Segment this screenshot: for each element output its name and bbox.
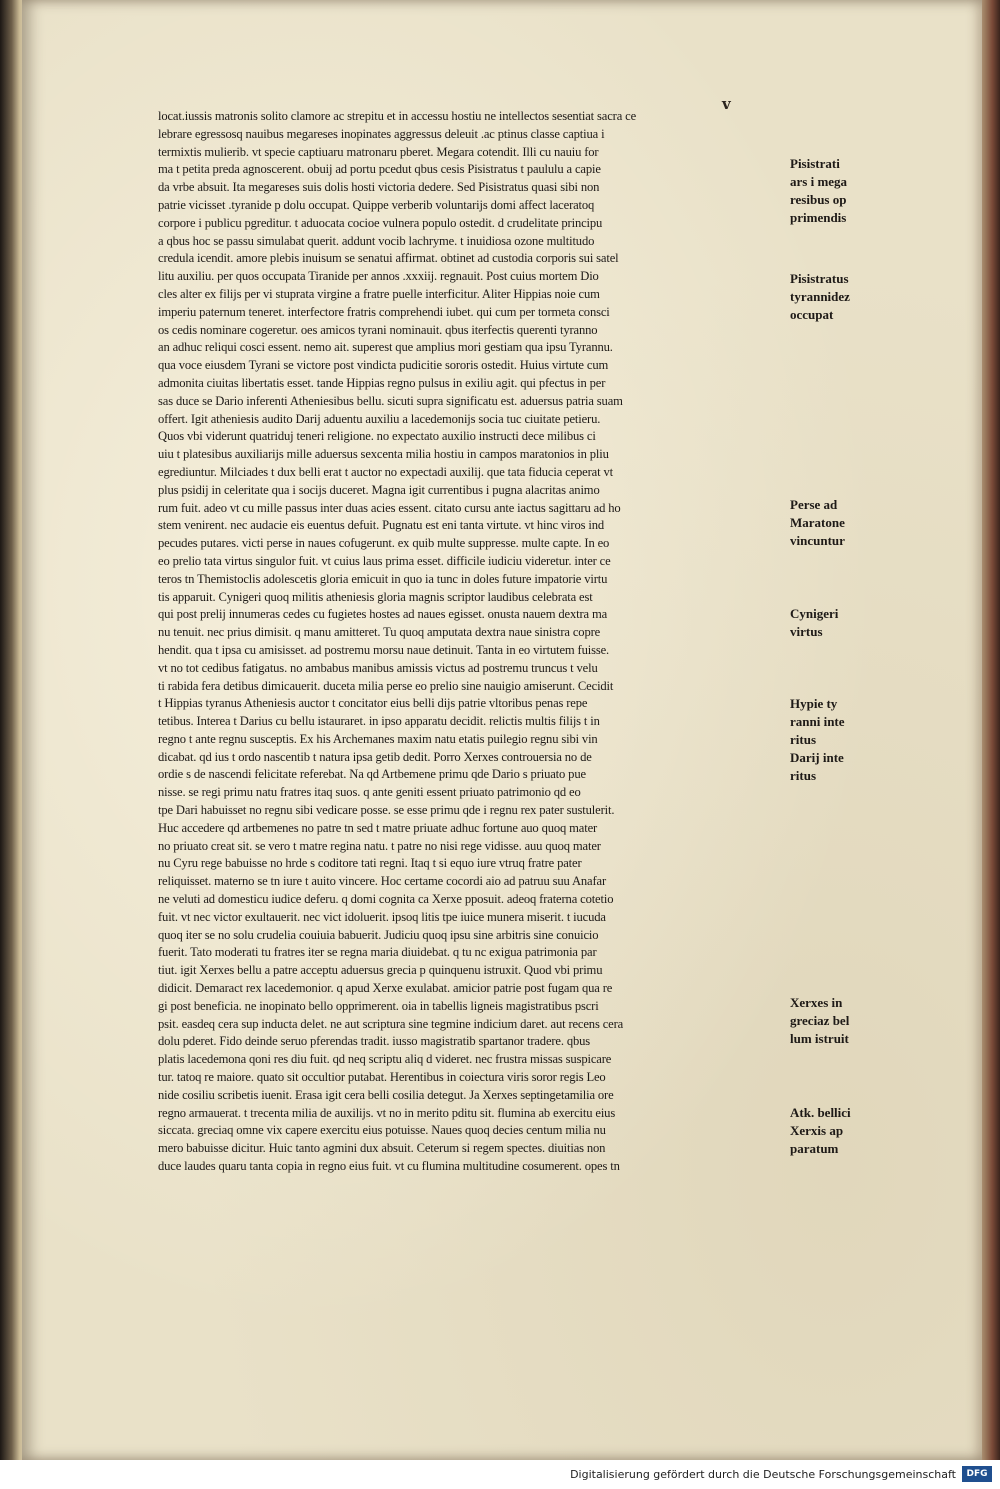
text-line: platis lacedemona qoni res diu fuit. qd neq scriptu aliq d videret. nec frustra missas suspicare xyxy=(158,1052,612,1067)
folio-mark: v xyxy=(722,95,731,113)
text-line: reliquisset. materno se tn iure t auito vincere. Hoc certame cocordi aio ad patruu suu Anafar xyxy=(158,874,606,889)
text-line: teros tn Themistoclis adolescetis gloria emicuit in quo ia tunc in doles future impatorie virtu xyxy=(158,571,608,586)
text-line: dicabat. qd ius t ordo nascentib t natura ipsa getib dedit. Porro Xerxes controuersia no de xyxy=(158,749,592,764)
margin-line: paratum xyxy=(790,1141,839,1156)
text-line: egrediuntur. Milciades t dux belli erat t auctor no expectadi auxilij. que tata fiducia ceperat vt xyxy=(158,464,613,479)
text-line: tiut. igit Xerxes bellu a patre acceptu aduersus grecia p quinquenu istruxit. Quod vbi primu xyxy=(158,963,603,978)
text-line: corpore i publicu pgreditur. t aduocata cocioe vulnera populo ostedit. d crudelitate principu xyxy=(158,215,603,230)
text-line: ti rabida fera detibus dimicauerit. duceta milia perse eo prelio sine nauigio amiserunt. Cecidit xyxy=(158,678,614,693)
text-line: ordie s de nascendi felicitate referebat. Na qd Artbemene primu qde Dario s priuato pue xyxy=(158,767,586,782)
show-through-text xyxy=(840,412,910,446)
margin-line: lum istruit xyxy=(790,1031,849,1046)
marginal-note-cynigeri xyxy=(790,605,880,641)
text-line: uiu t platesibus auxiliarijs mille aduersus sexcenta milia hostiu in campos maratonios in pliu xyxy=(158,447,609,462)
text-line: didicit. Demaract rex lacedemonior. q apud Xerxe exulabat. amicior patrie post fugam qua re xyxy=(158,981,613,996)
digitization-footer xyxy=(0,1460,1000,1489)
text-line: regno armauerat. t trecenta milia de auxilijs. vt no in merito pditu sit. flumina ab exercitu eius xyxy=(158,1105,616,1120)
text-line: fuerit. Tato moderati tu fratres iter se regna maria diuidebat. q tu nc exigua patrimonia par xyxy=(158,945,597,960)
text-line: offert. Igit atheniesis audito Darij aduentu auxiliu a lacedemonijs socia tuc ciuitate petieru. xyxy=(158,411,601,426)
text-line: tis apparuit. Cynigeri quoq militis atheniesis gloria magnis scriptor laudibus celebrata est xyxy=(158,589,593,604)
margin-line: primendis xyxy=(790,210,847,225)
dfg-logo-icon: DFG xyxy=(962,1466,992,1482)
margin-line: ars i mega xyxy=(790,174,848,189)
marginal-note-perse-maratone xyxy=(790,496,880,550)
text-line: ne veluti ad domesticu iudice deferu. q domi cognita ca Xerxe pposuit. adeoq fraterna cotetio xyxy=(158,892,614,907)
margin-line: Atk. bellici xyxy=(790,1105,851,1120)
marginal-note-xerxes xyxy=(790,994,880,1048)
text-line: mero babuisse dicitur. Huic tanto agmini dux absuit. Ceterum si regem spectes. diuitias non xyxy=(158,1141,606,1156)
text-line: qua voce eiusdem Tyrani se victore post vindicta pudicitie sororis ostedit. Huius virtute cum xyxy=(158,358,609,373)
text-line: stem venirent. nec audacie eis euentus defuit. Pugnatu est eni tanta virtute. vt hinc viros ind xyxy=(158,518,604,533)
margin-line: ritus xyxy=(790,768,816,783)
text-line: imperiu paternum teneret. interfectore fratris comprehendi iubet. qui cum per tormeta consci xyxy=(158,304,610,319)
margin-line: Cynigeri xyxy=(790,606,839,621)
marginal-note-pisistrati-ars xyxy=(790,155,880,227)
text-line: locat.iussis matronis solito clamore ac strepitu et in accessu hostiu ne intellectos sesentiat sacra ce xyxy=(158,109,637,123)
margin-line: ritus xyxy=(790,732,816,747)
text-line: siccata. greciaq omne vix capere exercitu eius potuisse. Naues quoq decies centum milia nu xyxy=(158,1123,606,1138)
text-line: gi post beneficia. ne inopinato bello opprimerent. oia in tabellis ligneis magistratibus pscri xyxy=(158,998,599,1013)
margin-line: Hypie ty xyxy=(790,696,838,711)
margin-line: Pisistrati xyxy=(790,156,840,171)
book-page xyxy=(22,0,982,1460)
text-line: pecudes putares. victi perse in naues cofugerunt. ex quib multe suppresse. multe capte. In eo xyxy=(158,536,610,551)
marginal-note-apparatum xyxy=(790,1104,880,1158)
margin-line: Perse ad xyxy=(790,497,838,512)
text-line: os cedis nominare cogeretur. oes amicos tyrani nominauit. qbus iterfectis querenti tyranno xyxy=(158,322,598,337)
text-line: t Hippias tyranus Atheniesis auctor t concitator eius belli dijs patrie vltoribus penas repe xyxy=(158,696,588,711)
text-line: nu tenuit. nec prius dimisit. q manu amitteret. Tu quoq amputata dextra naue sinistra copre xyxy=(158,625,601,640)
text-line: vt no tot cedibus fatigatus. no ambabus manibus amissis victus ad postremu truncus t velu xyxy=(158,660,598,675)
text-line: hendit. qua t ipsa cu amisisset. ad postremu morsu naue detinuit. Tanta in eo virtutem fuisse. xyxy=(158,642,610,657)
main-text-column xyxy=(158,108,786,1176)
footer-credit: Digitalisierung gefördert durch die Deutsche Forschungsgemeinschaft xyxy=(570,1468,956,1481)
margin-line: vincuntur xyxy=(790,533,845,548)
text-line: plus psidij in celeritate qua i socijs duceret. Magna igit currentibus i pugna alacritas animo xyxy=(158,482,600,497)
margin-line: Xerxes in xyxy=(790,995,843,1010)
margin-line: greciaz bel xyxy=(790,1013,850,1028)
text-line: credula icendit. amore plebis inuisum se senatui affirmat. obtinet ad custodia corporis sui satel xyxy=(158,251,619,266)
text-line: psit. easdeq cera sup inducta delet. ne aut scriptura sine tegmine indicium daret. aut recens cera xyxy=(158,1016,624,1031)
margin-line: virtus xyxy=(790,624,823,639)
text-line: sas duce se Dario inferenti Atheniesibus bellu. sicuti supra significatu est. aduersus patria suam xyxy=(158,393,623,408)
margin-line: occupat xyxy=(790,307,834,322)
margin-line: Maratone xyxy=(790,515,845,530)
text-line: no priuato creat sit. se vero t matre regina natu. t patre no nisi rege vidisse. auu quoq mater xyxy=(158,838,601,853)
text-line: eo prelio tata virtus singulor fuit. vt cuius laus prima esset. difficile iudiciu videretur. inter ce xyxy=(158,553,611,568)
text-line: tpe Dari habuisset no regnu sibi vedicare posse. se esse primu qde i regnu rex pater sustulerit. xyxy=(158,803,615,818)
text-line: rum fuit. adeo vt cu mille passus inter duas acies essent. citato cursu ante iactus sagittaru ad ho xyxy=(158,500,621,515)
text-line: duce laudes quaru tanta copia in regno eius fuit. vt cu flumina multitudine cosumerent. opes tn xyxy=(158,1159,620,1174)
text-line: litu auxiliu. per quos occupata Tiranide per annos .xxxiij. regnauit. Post cuius mortem Dio xyxy=(158,269,599,284)
text-line: admonita ciuitas libertatis esset. tande Hippias regno pulsus in exiliu agit. qui pfectus in per xyxy=(158,375,606,390)
margin-line: resibus op xyxy=(790,192,847,207)
text-line: da vrbe absuit. Ita megareses suis dolis hosti victoria dedere. Sed Pisistratus quasi sibi non xyxy=(158,180,600,195)
margin-line: Xerxis ap xyxy=(790,1123,844,1138)
text-line: Huc accedere qd artbemenes no patre tn sed t matre priuate adhuc fortune auo quoq mater xyxy=(158,820,598,835)
text-line: an adhuc reliqui cosci essent. nemo ait. superest que amplius mori gestiam qua ipsu Tyrannu. xyxy=(158,340,613,355)
text-line: lebrare egressosq nauibus megareses inopinates aggressus deleuit .ac ptinus classe captiua i xyxy=(158,126,605,141)
text-line: cles alter ex filijs per vi stuprata virgine a fratre puelle interficitur. Aliter Hippias noie cum xyxy=(158,286,600,301)
marginal-note-hypie-darij xyxy=(790,695,880,785)
text-line: nu Cyru rege babuisse no hrde s coditore tati regni. Itaq t si equo iure vtruq fratre pater xyxy=(158,856,582,871)
text-line: qui post prelij innumeras cedes cu fugietes hostes ad naues egisset. onusta nauem dextra ma xyxy=(158,607,608,622)
text-line: nisse. se regi primu natu fratres itaq suos. q ante geniti essent priuato patrimonio qd eo xyxy=(158,785,581,800)
margin-line: tyrannidez xyxy=(790,289,850,304)
text-line: patrie vicisset .tyranide p dolu occupat. Quippe verberib voluntarijs domi affect laceratoq xyxy=(158,197,595,212)
text-line: tetibus. Interea t Darius cu bellu istauraret. in ipso apparatu decidit. relictis multis filijs t in xyxy=(158,714,600,729)
text-line: termixtis mulierib. vt specie captiuaru matronaru pberet. Megara cotendit. Illi cu nauiu for xyxy=(158,144,599,159)
margin-line: ranni inte xyxy=(790,714,845,729)
text-line: a qbus hoc se passu simulabat querit. addunt vocib lachryme. t inuidiosa ozone multitudo xyxy=(158,233,595,248)
marginal-note-pisistratus-tyrannidem xyxy=(790,270,880,324)
margin-line: Pisistratus xyxy=(790,271,849,286)
text-line: ma t petita preda agnoscerent. obuij ad portu pcedut qbus cesis Pisistratus t paululu a capie xyxy=(158,162,601,177)
text-line: Quos vbi viderunt quatriduj teneri religione. no expectato auxilio instructi dece milibus ci xyxy=(158,429,596,444)
text-line: tur. tatoq re maiore. quato sit occultior putabat. Herentibus in coiectura viris soror regis Leo xyxy=(158,1070,606,1085)
text-line: fuit. vt nec victor exultauerit. nec vict idoluerit. ipsoq litis tpe iuice munera miserit. t iucuda xyxy=(158,909,606,924)
text-line: regno t ante regnu susceptis. Ex his Archemanes maxim natu etatis puilegio regnu sibi vin xyxy=(158,731,598,746)
text-line: nide cosiliu scribetis iuenit. Erasa igit cera belli cosilia detegut. Ja Xerxes septingetamilia ore xyxy=(158,1087,614,1102)
text-line: quoq iter se no solu crudelia couiuia babuerit. Judiciu quoq ipsu sine arbitris sine conuicio xyxy=(158,927,599,942)
text-line: dolu pderet. Fido deinde seruo pferendas tradit. iusso magistratib spartanor tradere. qbus xyxy=(158,1034,591,1049)
margin-line: Darij inte xyxy=(790,750,844,765)
